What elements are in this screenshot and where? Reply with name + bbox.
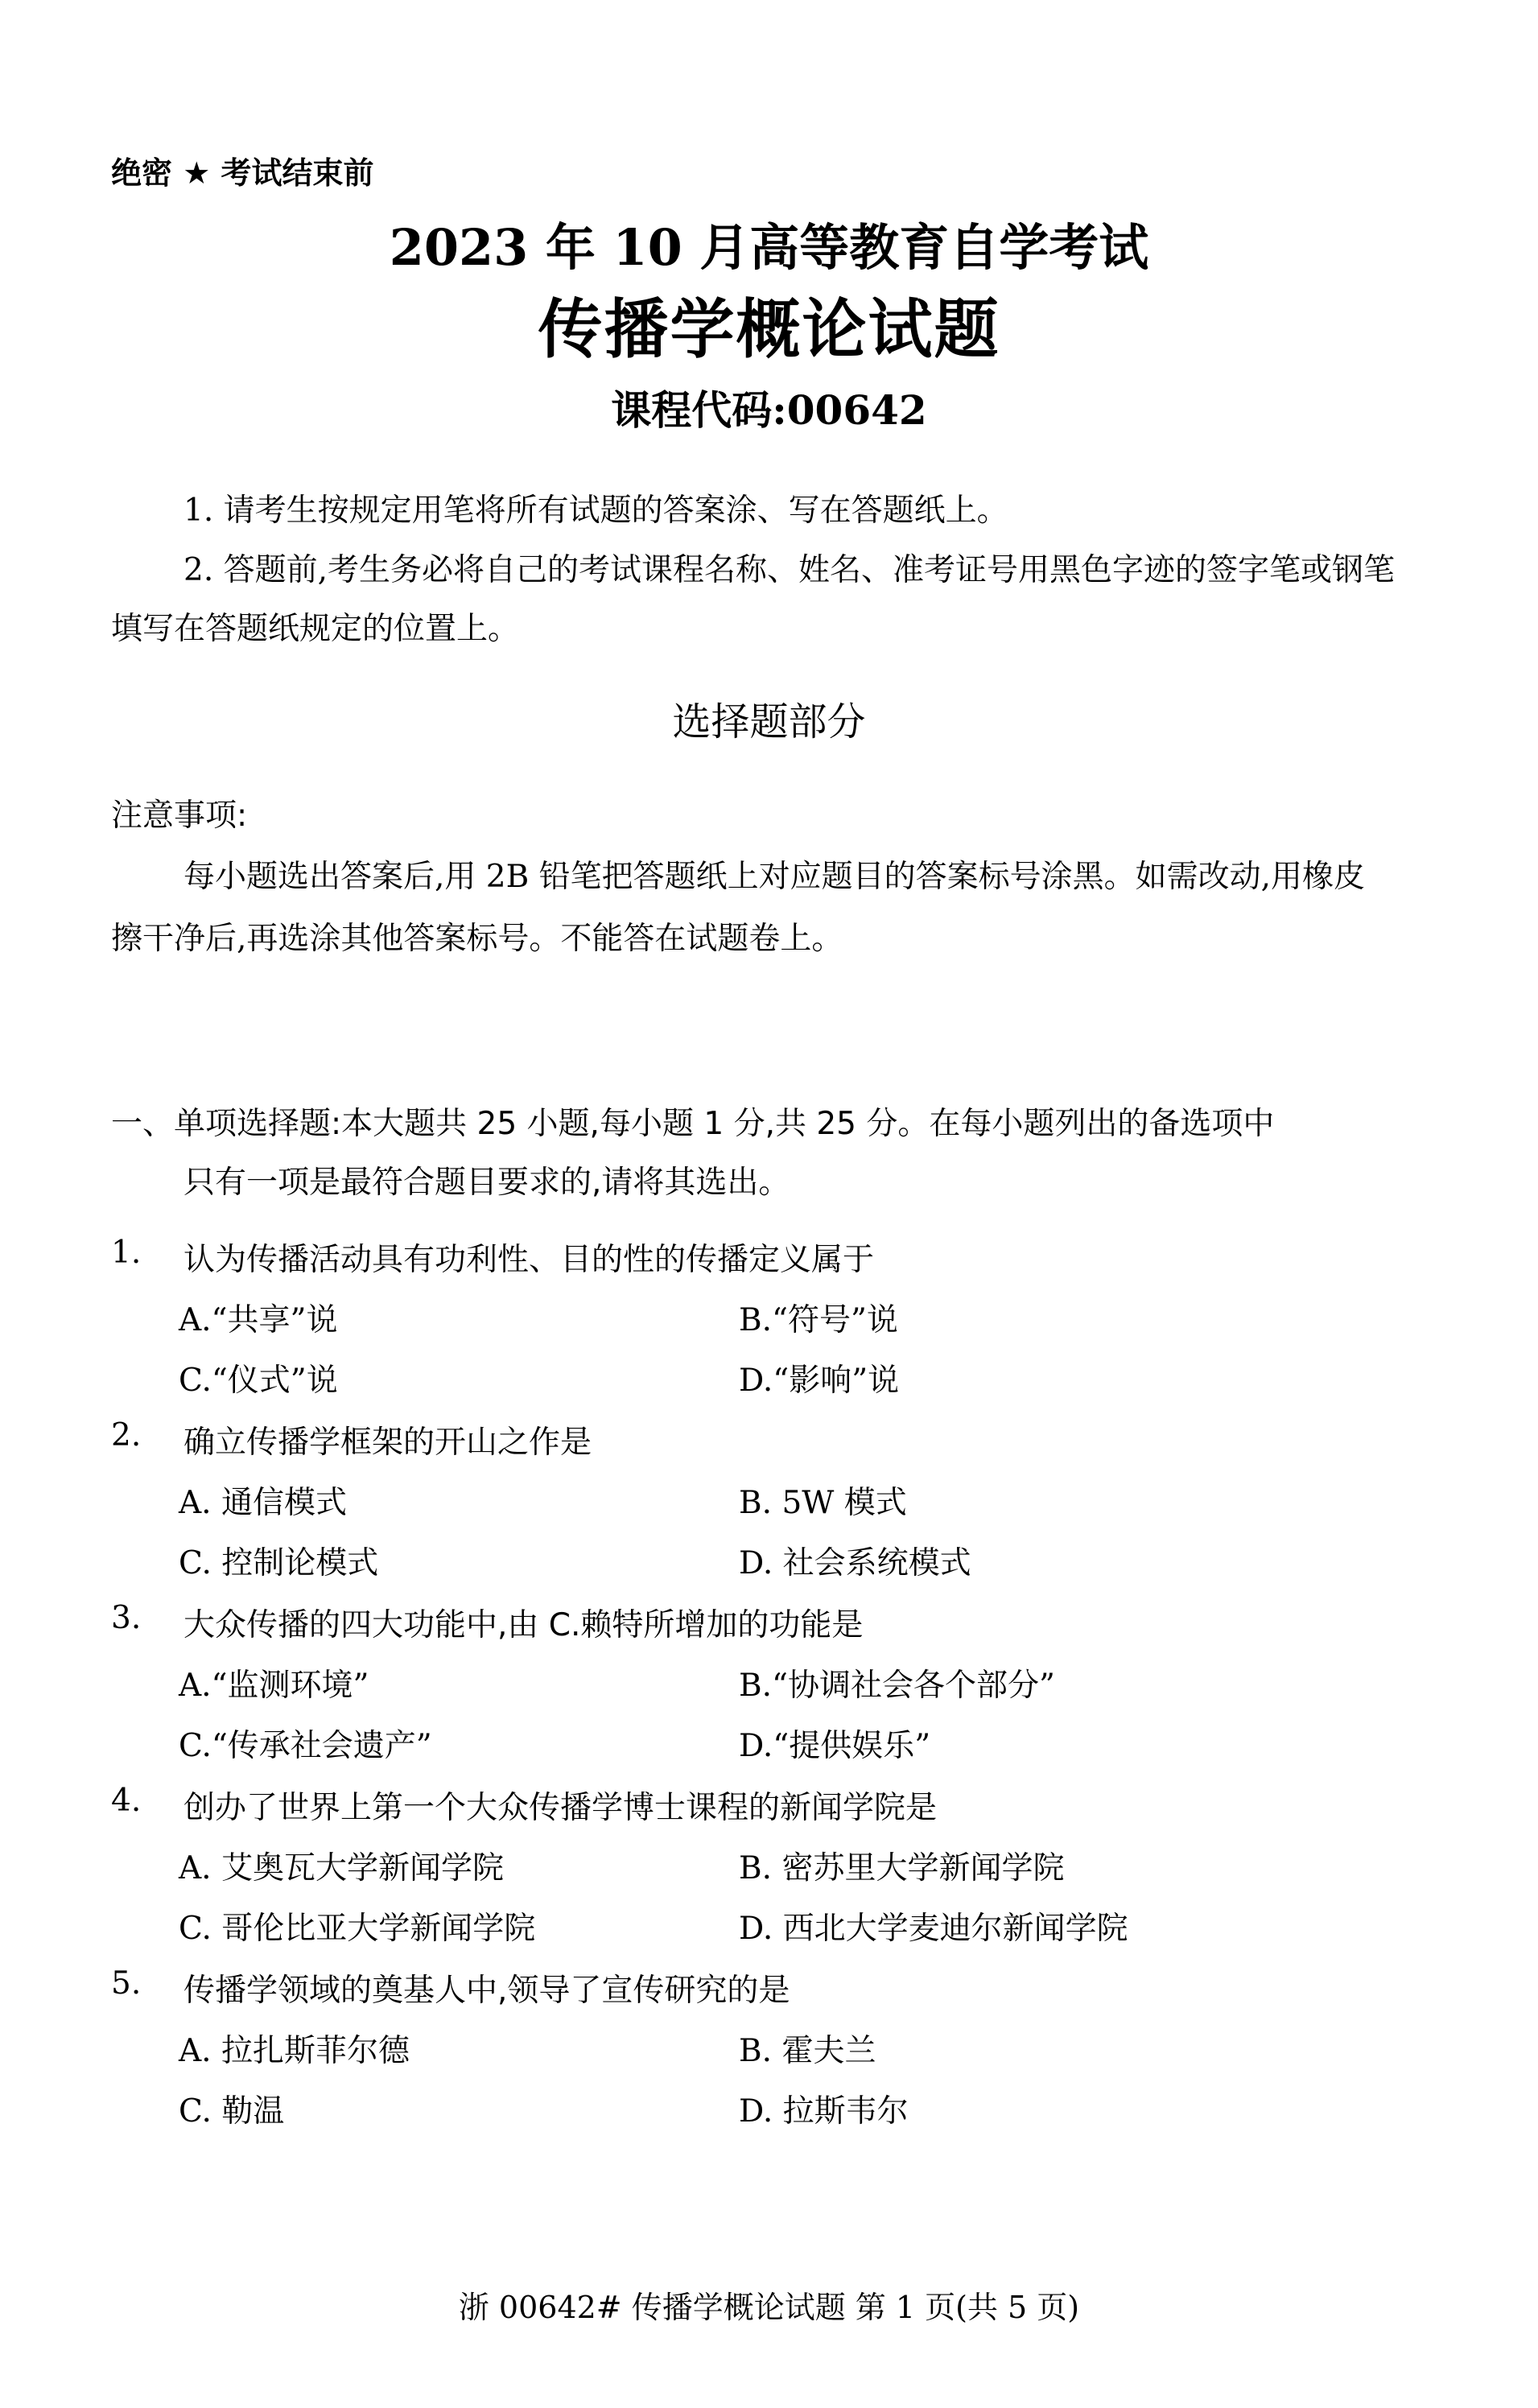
question-number: 5. [111, 1965, 142, 2002]
notice-line-2: 擦干净后,再选涂其他答案标号。不能答在试题卷上。 [111, 921, 843, 957]
option-b: B. 5W 模式 [739, 1485, 907, 1521]
instruction-2-cont: 填写在答题纸规定的位置上。 [111, 611, 520, 647]
exam-title: 2023 年 10 月高等教育自学考试 [389, 218, 1149, 277]
option-a: A. 艾奥瓦大学新闻学院 [179, 1850, 504, 1886]
notice-line-1: 每小题选出答案后,用 2B 铅笔把答题纸上对应题目的答案标号涂黑。如需改动,用橡皮 [183, 859, 1366, 895]
option-d: D.“提供娱乐” [739, 1728, 931, 1764]
part-one-heading: 一、单项选择题:本大题共 25 小题,每小题 1 分,共 25 分。在每小题列出的备选项中 [111, 1106, 1275, 1142]
course-code: 课程代码:00642 [611, 386, 927, 434]
question-text: 确立传播学框架的开山之作是 [183, 1425, 592, 1461]
paper-title: 传播学概论试题 [538, 292, 1000, 367]
question-text: 传播学领域的奠基人中,领导了宣传研究的是 [183, 1973, 790, 2009]
option-b: B.“协调社会各个部分” [739, 1668, 1055, 1704]
option-c: C.“传承社会遗产” [179, 1728, 432, 1764]
option-b: B.“符号”说 [739, 1302, 898, 1338]
question-number: 2. [111, 1417, 142, 1453]
option-a: A. 拉扎斯菲尔德 [179, 2033, 410, 2069]
question-number: 1. [111, 1235, 142, 1271]
question-number: 4. [111, 1783, 142, 1819]
option-c: C. 控制论模式 [179, 1545, 379, 1581]
question-text: 大众传播的四大功能中,由 C.赖特所增加的功能是 [183, 1607, 864, 1643]
page-footer: 浙 00642# 传播学概论试题 第 1 页(共 5 页) [458, 2290, 1080, 2325]
section-title: 选择题部分 [672, 699, 866, 744]
question-text: 创办了世界上第一个大众传播学博士课程的新闻学院是 [183, 1790, 938, 1826]
option-b: B. 霍夫兰 [739, 2033, 876, 2069]
option-c: C. 哥伦比亚大学新闻学院 [179, 1911, 536, 1947]
question-number: 3. [111, 1600, 142, 1636]
option-d: D. 拉斯韦尔 [739, 2093, 909, 2130]
instruction-2: 2. 答题前,考生务必将自己的考试课程名称、姓名、准考证号用黑色字迹的签字笔或钢笔 [183, 552, 1396, 588]
instruction-1: 1. 请考生按规定用笔将所有试题的答案涂、写在答题纸上。 [183, 493, 1008, 529]
option-a: A. 通信模式 [179, 1485, 347, 1521]
part-one-heading-cont: 只有一项是最符合题目要求的,请将其选出。 [183, 1165, 790, 1201]
option-d: D. 西北大学麦迪尔新闻学院 [739, 1911, 1128, 1947]
option-a: A.“共享”说 [179, 1302, 338, 1338]
option-c: C.“仪式”说 [179, 1363, 338, 1399]
option-c: C. 勒温 [179, 2093, 285, 2130]
option-b: B. 密苏里大学新闻学院 [739, 1850, 1065, 1886]
secret-label: 绝密 ★ 考试结束前 [111, 155, 374, 191]
question-text: 认为传播活动具有功利性、目的性的传播定义属于 [183, 1242, 875, 1278]
option-d: D. 社会系统模式 [739, 1545, 971, 1581]
notice-label: 注意事项: [111, 798, 248, 834]
option-d: D.“影响”说 [739, 1363, 900, 1399]
option-a: A.“监测环境” [179, 1668, 369, 1704]
